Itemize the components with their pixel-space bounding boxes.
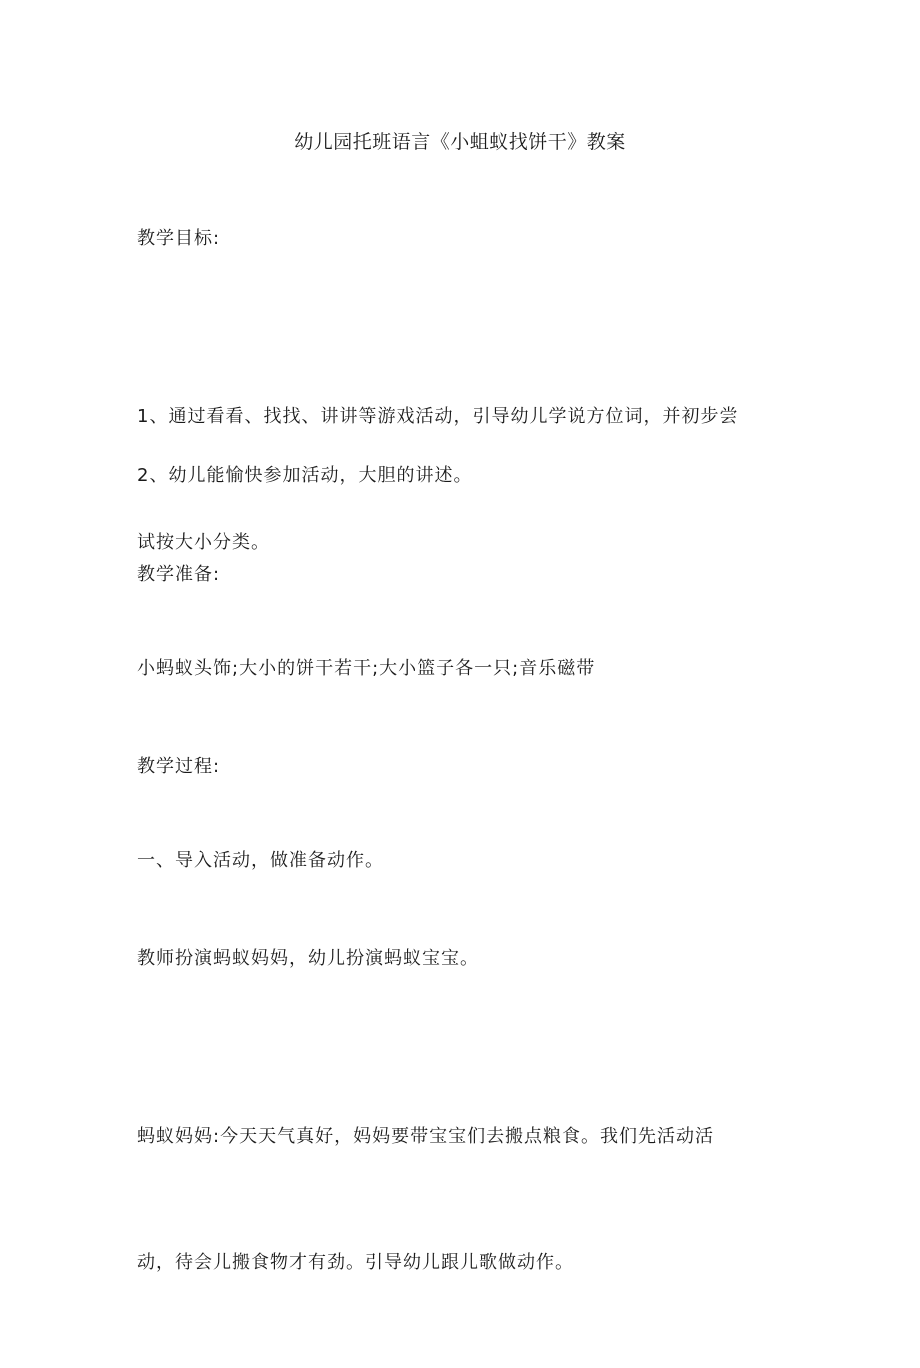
document-title: 幼儿园托班语言《小蛆蚁找饼干》教案 bbox=[294, 131, 626, 153]
heading-teaching-preparation: 教学准备: bbox=[137, 564, 221, 585]
dialogue-line-2: 动，待会儿搬食物才有劲。引导幼儿跟儿歌做动作。 bbox=[137, 1252, 574, 1273]
heading-teaching-goals: 教学目标: bbox=[137, 228, 221, 249]
dialogue-line-1: 蚂蚁妈妈:今天天气真好，妈妈要带宝宝们去搬点粮食。我们先活动活 bbox=[137, 1126, 715, 1147]
step-1-heading: 一、导入活动，做准备动作。 bbox=[137, 850, 384, 871]
goal-2-paragraph: 2、幼儿能愉快参加活动，大胆的讲述。 bbox=[137, 465, 473, 486]
heading-teaching-process: 教学过程: bbox=[137, 756, 221, 777]
step-1-roles-paragraph: 教师扮演蚂蚁妈妈，幼儿扮演蚂蚁宝宝。 bbox=[137, 948, 479, 969]
preparation-paragraph: 小蚂蚁头饰;大小的饼干若干;大小篮子各一只;音乐磁带 bbox=[137, 658, 596, 679]
step-1-dialogue-paragraph bbox=[137, 1032, 787, 1368]
goal-1-line-1: 1、通过看看、找找、讲讲等游戏活动，引导幼儿学说方位词，并初步尝 bbox=[137, 406, 739, 427]
goal-1-line-2: 试按大小分类。 bbox=[137, 532, 270, 553]
